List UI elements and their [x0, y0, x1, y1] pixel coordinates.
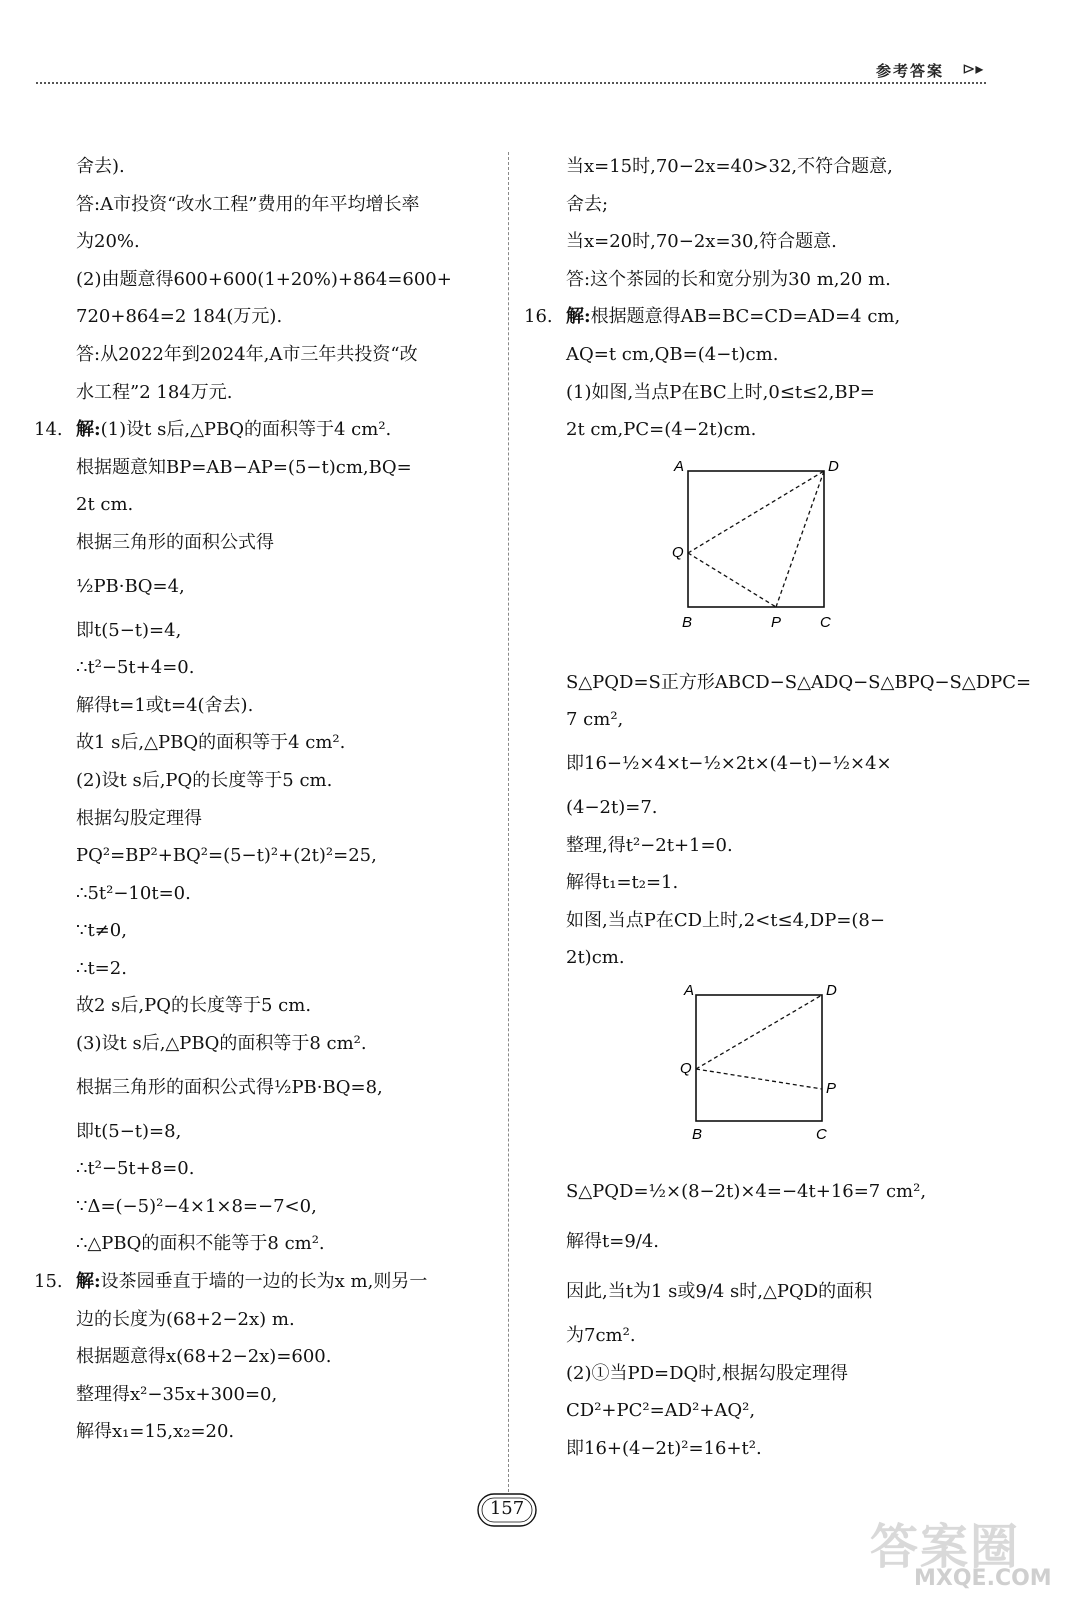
square-outline — [688, 471, 824, 607]
text-line: S△PQD=S正方形ABCD−S△ADQ−S△BPQ−S△DPC= — [566, 671, 1032, 693]
text-line: ∴t²−5t+4=0. — [76, 657, 195, 679]
square-diagram-1 — [524, 449, 994, 664]
segment-qd — [696, 995, 822, 1069]
text-line: 根据三角形的面积公式得 — [76, 531, 274, 553]
text-line: 2t cm. — [76, 494, 134, 516]
text-line: 即16−½×4×t−½×2t×(4−t)−½×4× — [566, 752, 892, 774]
segment-qp — [688, 553, 776, 607]
text-line: 答:从2022年到2024年,A市三年共投资“改 — [76, 343, 418, 365]
text-line: ½PB·BQ=4, — [76, 575, 185, 597]
question-number: 16. — [524, 306, 553, 328]
text-line: (2)①当PD=DQ时,根据勾股定理得 — [566, 1362, 849, 1384]
column-divider — [508, 152, 509, 1492]
text-line: 根据三角形的面积公式得½PB·BQ=8, — [76, 1076, 383, 1098]
page-number — [476, 1490, 538, 1530]
text-line: 解得t=9/4. — [566, 1230, 660, 1252]
square-diagram-2 — [524, 977, 994, 1167]
text-segment: (1)设t s后,△PBQ的面积等于4 cm². — [100, 419, 392, 441]
text-line: (2)由题意得600+600(1+20%)+864=600+ — [76, 268, 452, 290]
question-number: 14. — [34, 419, 63, 441]
solution-label: 解: — [76, 419, 101, 441]
text-line: 舍去). — [76, 156, 125, 177]
text-line: 整理得x²−35x+300=0, — [76, 1383, 278, 1405]
question-15-first-line — [34, 1263, 496, 1301]
vertex-label-p: P — [826, 1079, 837, 1097]
text-line: 为20%. — [76, 231, 140, 253]
text-line: (1)如图,当点P在BC上时,0≤t≤2,BP= — [566, 381, 875, 403]
text-line: ∴5t²−10t=0. — [76, 882, 191, 904]
text-line: 故1 s后,△PBQ的面积等于4 cm². — [76, 732, 346, 754]
text-line: 根据勾股定理得 — [76, 807, 202, 829]
text-line: 为7cm². — [566, 1324, 636, 1346]
text-line: ∴t=2. — [76, 957, 127, 979]
vertex-label-a: A — [684, 981, 695, 999]
text-line: 故2 s后,PQ的长度等于5 cm. — [76, 995, 312, 1017]
vertex-label-p: P — [771, 613, 782, 631]
question-14-first-line — [34, 411, 496, 449]
vertex-label-d: D — [828, 457, 839, 475]
text-line: ∵Δ=(−5)²−4×1×8=−7<0, — [76, 1195, 317, 1217]
text-line: 720+864=2 184(万元). — [76, 306, 283, 328]
question-16-first-line — [524, 298, 994, 336]
text-line: ∴△PBQ的面积不能等于8 cm². — [76, 1233, 325, 1255]
segment-pd — [776, 471, 824, 607]
solution-label: 解: — [566, 306, 591, 328]
right-column — [524, 148, 1032, 1467]
solution-label: 解: — [76, 1271, 101, 1293]
text-line: 答:这个茶园的长和宽分别为30 m,20 m. — [566, 268, 891, 290]
vertex-label-a: A — [674, 457, 685, 475]
text-line: AQ=t cm,QB=(4−t)cm. — [566, 343, 779, 365]
text-line: 当x=15时,70−2x=40>32,不符合题意, — [566, 156, 893, 177]
segment-qp — [696, 1069, 822, 1089]
vertex-label-b: B — [692, 1125, 703, 1143]
header-dotted-rule — [36, 82, 986, 84]
text-line: 即t(5−t)=4, — [76, 619, 182, 641]
page-header — [0, 0, 1077, 90]
text-line: 解得t₁=t₂=1. — [566, 872, 679, 894]
text-line: ∴t²−5t+8=0. — [76, 1158, 195, 1180]
text-line: 7 cm², — [566, 709, 624, 731]
watermark — [870, 1508, 1070, 1593]
text-line: 2t)cm. — [566, 947, 625, 969]
text-line: 即t(5−t)=8, — [76, 1120, 182, 1142]
text-line: 解得x₁=15,x₂=20. — [76, 1421, 235, 1443]
question-number: 15. — [34, 1271, 63, 1293]
text-line: 2t cm,PC=(4−2t)cm. — [566, 419, 757, 441]
text-line: PQ²=BP²+BQ²=(5−t)²+(2t)²=25, — [76, 845, 377, 867]
text-segment: 根据题意得AB=BC=CD=AD=4 cm, — [590, 306, 901, 328]
vertex-label-d: D — [826, 981, 837, 999]
square-diagram-1-svg — [644, 449, 844, 659]
text-line: CD²+PC²=AD²+AQ², — [566, 1400, 756, 1422]
segment-qd — [688, 471, 824, 553]
text-line: 当x=20时,70−2x=30,符合题意. — [566, 231, 837, 253]
text-line: 边的长度为(68+2−2x) m. — [76, 1308, 295, 1330]
text-line: (3)设t s后,△PBQ的面积等于8 cm². — [76, 1033, 367, 1055]
header-title: 参考答案 — [876, 62, 945, 80]
text-segment: 设茶园垂直于墙的一边的长为x m,则另一 — [100, 1271, 428, 1293]
text-line: 答:A市投资“改水工程”费用的年平均增长率 — [76, 193, 420, 215]
left-column — [34, 148, 496, 1451]
text-line: 因此,当t为1 s或9/4 s时,△PQD的面积 — [566, 1280, 873, 1302]
watermark-url: MXQE.COM — [914, 1566, 1052, 1591]
text-line: 水工程”2 184万元. — [76, 381, 233, 403]
square-diagram-2-svg — [644, 977, 844, 1162]
text-line: 根据题意得x(68+2−2x)=600. — [76, 1346, 332, 1368]
text-line: ∵t≠0, — [76, 920, 127, 942]
vertex-label-c: C — [816, 1125, 827, 1143]
vertex-label-c: C — [820, 613, 831, 631]
text-line: (2)设t s后,PQ的长度等于5 cm. — [76, 769, 333, 791]
text-line: 根据题意知BP=AB−AP=(5−t)cm,BQ= — [76, 456, 412, 478]
vertex-label-q: Q — [672, 543, 684, 561]
vertex-label-b: B — [682, 613, 693, 631]
page-number-text: 157 — [489, 1498, 525, 1519]
vertex-label-q: Q — [680, 1059, 692, 1077]
watermark-logo-text: 答案圈 — [870, 1519, 1021, 1575]
text-line: 即16+(4−2t)²=16+t². — [566, 1437, 762, 1459]
header-arrow-icon: ⊳▸ — [962, 59, 984, 78]
text-line: 舍去; — [566, 193, 609, 215]
text-line: S△PQD=½×(8−2t)×4=−4t+16=7 cm², — [566, 1180, 927, 1202]
text-line: 整理,得t²−2t+1=0. — [566, 834, 733, 856]
text-line: (4−2t)=7. — [566, 796, 658, 818]
text-line: 如图,当点P在CD上时,2<t≤4,DP=(8− — [566, 909, 885, 931]
text-line: 解得t=1或t=4(舍去). — [76, 694, 254, 716]
